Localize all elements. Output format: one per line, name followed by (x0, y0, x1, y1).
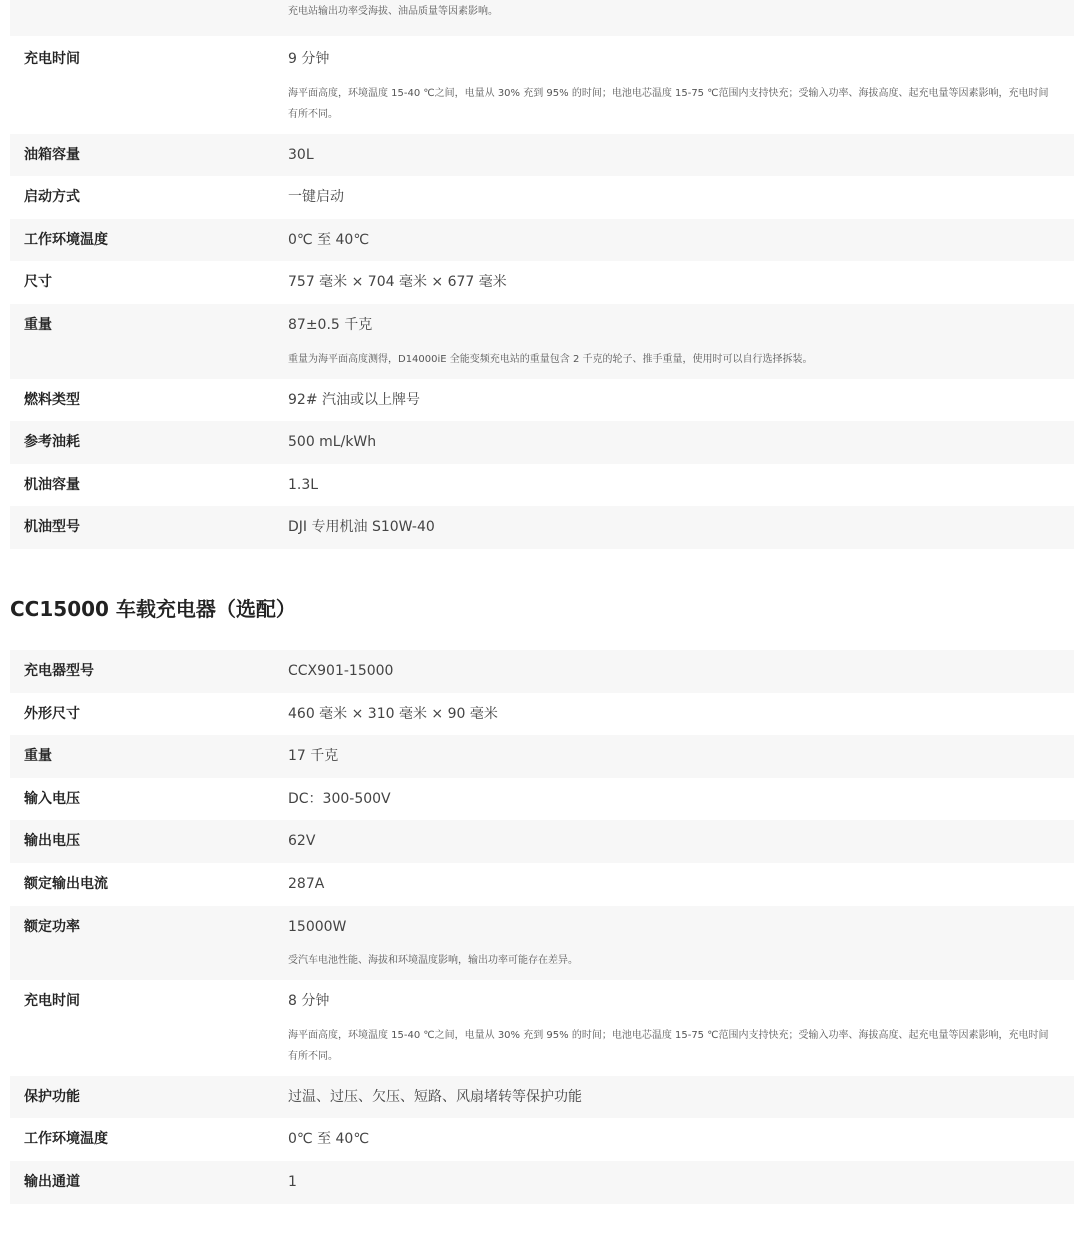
spec-label: 参考油耗 (24, 434, 80, 451)
spec-row (10, 820, 1074, 863)
spec-row (10, 261, 1074, 304)
spec-label: 重量 (24, 748, 52, 765)
spec-label: 输出通道 (24, 1173, 80, 1190)
spec-value: 0℃ 至 40℃ (288, 1131, 370, 1148)
spec-value-cell (288, 1118, 1074, 1161)
spec-label: 保护功能 (24, 1088, 80, 1105)
spec-label: 尺寸 (24, 274, 52, 291)
spec-value-cell (288, 650, 1074, 693)
spec-label: 额定输出电流 (24, 875, 108, 892)
spec-row (10, 980, 1074, 1076)
spec-label: 油箱容量 (24, 146, 80, 163)
spec-note: 充电站输出功率受海拔、油品质量等因素影响。 (288, 6, 498, 17)
spec-value: 757 毫米 × 704 毫米 × 677 毫米 (288, 274, 507, 291)
spec-value-cell (288, 304, 1074, 379)
spec-row (10, 304, 1074, 379)
spec-value: 287A (288, 875, 325, 892)
spec-row (10, 650, 1074, 693)
spec-value-cell (288, 1161, 1074, 1204)
spec-value: 0℃ 至 40℃ (288, 231, 370, 248)
spec-row (10, 693, 1074, 736)
spec-value: 30L (288, 146, 314, 163)
spec-value-cell (288, 980, 1074, 1076)
spec-value: 87±0.5 千克 (288, 316, 373, 333)
spec-label: 输出电压 (24, 833, 80, 850)
spec-label: 外形尺寸 (24, 705, 80, 722)
spec-value-cell (288, 906, 1074, 981)
spec-label: 重量 (24, 316, 52, 333)
spec-value-cell (288, 379, 1074, 422)
spec-value: 500 mL/kWh (288, 434, 377, 451)
spec-value: 92# 汽油或以上牌号 (288, 391, 420, 408)
spec-row (10, 778, 1074, 821)
spec-row (10, 506, 1074, 549)
section-title: CC15000 车载充电器（选配） (10, 597, 296, 621)
spec-row (10, 863, 1074, 906)
spec-value: 一键启动 (288, 189, 344, 206)
previous-row-fragment (10, 0, 1074, 36)
spec-row (10, 464, 1074, 507)
spec-label: 额定功率 (24, 918, 80, 935)
spec-row (10, 176, 1074, 219)
spec-value: 8 分钟 (288, 993, 330, 1010)
spec-value-cell (288, 778, 1074, 821)
spec-label: 燃料类型 (24, 391, 80, 408)
spec-value: 460 毫米 × 310 毫米 × 90 毫米 (288, 705, 498, 722)
spec-note: 受汽车电池性能、海拔和环境温度影响，输出功率可能存在差异。 (288, 955, 578, 967)
spec-label: 机油容量 (24, 476, 80, 493)
spec-value: 1 (288, 1173, 297, 1190)
spec-label: 充电器型号 (24, 663, 94, 679)
spec-value-cell (288, 38, 1074, 134)
spec-value-cell (288, 464, 1074, 507)
spec-label: 启动方式 (24, 189, 80, 206)
spec-row (10, 1161, 1074, 1204)
spec-row (10, 379, 1074, 422)
station-spec-table (10, 38, 1074, 549)
spec-note: 海平面高度，环境温度 15-40 ℃之间，电量从 30% 充到 95% 的时间；电池电芯温度 15-75 ℃范围内支持快充；受输入功率、海拔高度、起充电量等因素影响，充电时间有所不同。 (288, 1029, 1049, 1062)
spec-value-cell (288, 134, 1074, 177)
spec-row (10, 134, 1074, 177)
spec-label: 工作环境温度 (24, 231, 108, 248)
charger-spec-table (10, 650, 1074, 1204)
spec-value-cell (288, 863, 1074, 906)
spec-row (10, 906, 1074, 981)
spec-value: DJI 专用机油 S10W-40 (288, 519, 435, 536)
spec-value: 1.3L (288, 476, 319, 493)
spec-label: 工作环境温度 (24, 1131, 108, 1148)
spec-value: 17 千克 (288, 748, 339, 765)
spec-note: 海平面高度，环境温度 15-40 ℃之间，电量从 30% 充到 95% 的时间；电池电芯温度 15-75 ℃范围内支持快充；受输入功率、海拔高度、起充电量等因素影响，充电时间有所不同。 (288, 87, 1049, 120)
spec-value-cell (288, 820, 1074, 863)
spec-value: 过温、过压、欠压、短路、风扇堵转等保护功能 (288, 1088, 582, 1105)
spec-row (10, 219, 1074, 262)
spec-label: 机油型号 (24, 519, 80, 536)
spec-note: 重量为海平面高度测得，D14000iE 全能变频充电站的重量包含 2 千克的轮子、推手重量，使用时可以自行选择拆装。 (288, 353, 813, 365)
spec-value-cell (288, 506, 1074, 549)
spec-label: 输入电压 (24, 790, 80, 807)
spec-value-cell (288, 735, 1074, 778)
spec-value-cell (288, 261, 1074, 304)
spec-value-cell (288, 1076, 1074, 1119)
spec-value: 9 分钟 (288, 51, 330, 67)
spec-value-cell (288, 693, 1074, 736)
spec-label: 充电时间 (24, 993, 80, 1010)
spec-value-cell (288, 176, 1074, 219)
spec-row (10, 38, 1074, 134)
spec-row (10, 1076, 1074, 1119)
spec-label: 充电时间 (24, 51, 80, 67)
spec-value-cell (288, 219, 1074, 262)
spec-row (10, 735, 1074, 778)
spec-value: 62V (288, 833, 316, 850)
spec-value-cell (288, 421, 1074, 464)
spec-row (10, 1118, 1074, 1161)
spec-value: DC：300-500V (288, 790, 391, 807)
spec-row (10, 421, 1074, 464)
spec-value: CCX901-15000 (288, 663, 394, 679)
spec-value: 15000W (288, 918, 347, 935)
